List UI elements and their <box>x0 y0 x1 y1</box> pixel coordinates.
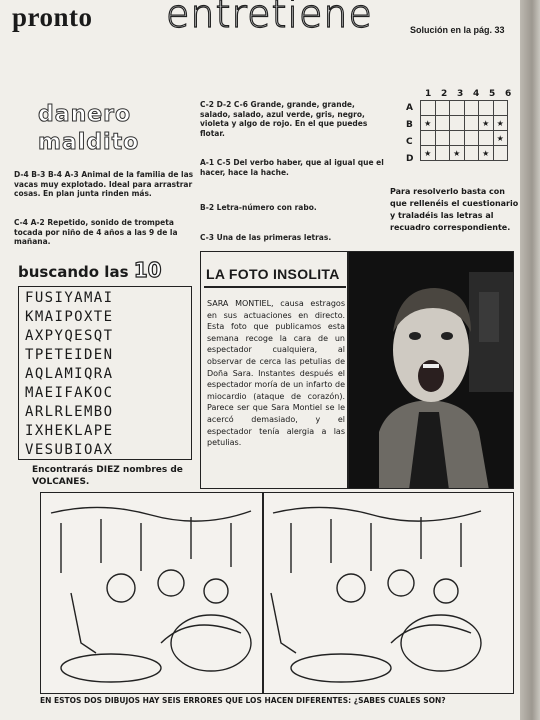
star-icon: ★ <box>479 146 494 161</box>
clue-c4: C-4 A-2 Repetido, sonido de trompeta tocada por niño de 4 años a las 9 de la mañana. <box>14 218 178 246</box>
wordsearch-title-number: 10 <box>133 258 162 282</box>
spot-difference-cartoon <box>40 492 514 694</box>
crossword-title-line1: danero <box>38 102 132 127</box>
wordsearch-row: TPETEIDEN <box>25 347 114 363</box>
spectator-photo <box>348 251 514 489</box>
wordsearch-title-text: buscando las <box>18 263 129 281</box>
grid-cell[interactable] <box>493 101 508 116</box>
foto-title: LA FOTO INSOLITA <box>206 266 340 282</box>
grid-cell[interactable] <box>435 101 450 116</box>
wordsearch-row: KMAIPOXTE <box>25 309 114 325</box>
grid-cell[interactable] <box>435 146 450 161</box>
grid-cell[interactable] <box>464 146 479 161</box>
star-icon: ★ <box>450 146 465 161</box>
star-icon: ★ <box>421 146 436 161</box>
grid-col-label: 5 <box>489 89 496 99</box>
grid-row-label: D <box>406 154 414 164</box>
clue-c2: C-2 D-2 C-6 Grande, grande, grande, salado, salado, azul verde, gris, negro, violeta y algo de rojo. En el que puedes flotar. <box>200 100 368 138</box>
grid-cell[interactable] <box>435 131 450 146</box>
grid-cell[interactable] <box>479 131 494 146</box>
wordsearch-row: FUSIYAMAI <box>25 290 114 306</box>
page-edge <box>520 0 540 720</box>
clue-a1: A-1 C-5 Del verbo haber, que al igual que el hacer, hace la hache. <box>200 158 384 177</box>
wordsearch-row: ARLRLEMBO <box>25 404 114 420</box>
grid-col-label: 1 <box>425 89 432 99</box>
grid-cell[interactable] <box>464 116 479 131</box>
grid-row-label: B <box>406 120 413 130</box>
grid-row <box>421 116 508 131</box>
star-icon: ★ <box>493 116 508 131</box>
crossword-title-line2: maldito <box>38 130 140 155</box>
cartoon-caption: EN ESTOS DOS DIBUJOS HAY SEIS ERRORES QUE LOS HACEN DIFERENTES: ¿SABES CUALES SON? <box>40 696 446 705</box>
grid-col-label: 2 <box>441 89 448 99</box>
crossword-instructions: Para resolverlo basta con que rellenéis el cuestionario y traladéis las letras al recuadro correspondiente. <box>390 187 519 232</box>
star-icon: ★ <box>421 116 436 131</box>
wordsearch-grid <box>18 286 192 460</box>
star-icon: ★ <box>479 116 494 131</box>
grid-row <box>421 131 508 146</box>
clue-d4: D-4 B-3 B-4 A-3 Animal de la familia de las vacas muy explotado. Ideal para arrastrar cosas. En plan junta rinden más. <box>14 170 194 198</box>
wordsearch-row: AXPYQESQT <box>25 328 114 344</box>
wordsearch-row: AQLAMIQRA <box>25 366 114 382</box>
grid-cell[interactable] <box>421 131 436 146</box>
grid-cell[interactable] <box>421 101 436 116</box>
wordsearch-title <box>18 258 162 282</box>
brand-title: pronto <box>12 2 93 32</box>
grid-row-label: A <box>406 103 413 113</box>
grid-cell[interactable] <box>479 101 494 116</box>
clue-c3: C-3 Una de las primeras letras. <box>200 233 332 242</box>
grid-col-label: 6 <box>505 89 512 99</box>
grid-row <box>421 146 508 161</box>
wordsearch-row: VESUBIOAX <box>25 442 114 458</box>
grid-cell[interactable] <box>450 131 465 146</box>
star-icon: ★ <box>493 131 508 146</box>
cartoon-divider <box>262 492 264 694</box>
grid-cell[interactable] <box>464 101 479 116</box>
foto-divider <box>204 286 346 288</box>
grid-row <box>421 101 508 116</box>
grid-cell[interactable] <box>464 131 479 146</box>
foto-text: SARA MONTIEL, causa estragos en sus actuaciones en directo. Esta foto que publicamos esta semana recoge la cara de un espectador cualquiera, al observar de cerca las petulias de Doña Sara. Instantes después el espectador moría de un infarto de miocardio (ataque de corazón). Parece ser que Sara Montiel se le acercó demasiado, y el espectador tenía alergia a las petulias. <box>207 299 345 448</box>
wordsearch-footer: Encontrarás DIEZ nombres de VOLCANES. <box>32 465 183 487</box>
wordsearch-row: MAEIFAKOC <box>25 385 114 401</box>
grid-col-label: 4 <box>473 89 480 99</box>
crossword-grid <box>420 100 508 161</box>
section-title: entretiene <box>166 0 373 36</box>
solution-note: Solución en la pág. 33 <box>410 25 505 35</box>
clue-b2: B-2 Letra-número con rabo. <box>200 203 317 212</box>
grid-cell[interactable] <box>450 116 465 131</box>
grid-row-label: C <box>406 137 413 147</box>
grid-cell[interactable] <box>493 146 508 161</box>
grid-cell[interactable] <box>450 101 465 116</box>
wordsearch-row: IXHEKLAPE <box>25 423 114 439</box>
grid-col-label: 3 <box>457 89 464 99</box>
grid-cell[interactable] <box>435 116 450 131</box>
